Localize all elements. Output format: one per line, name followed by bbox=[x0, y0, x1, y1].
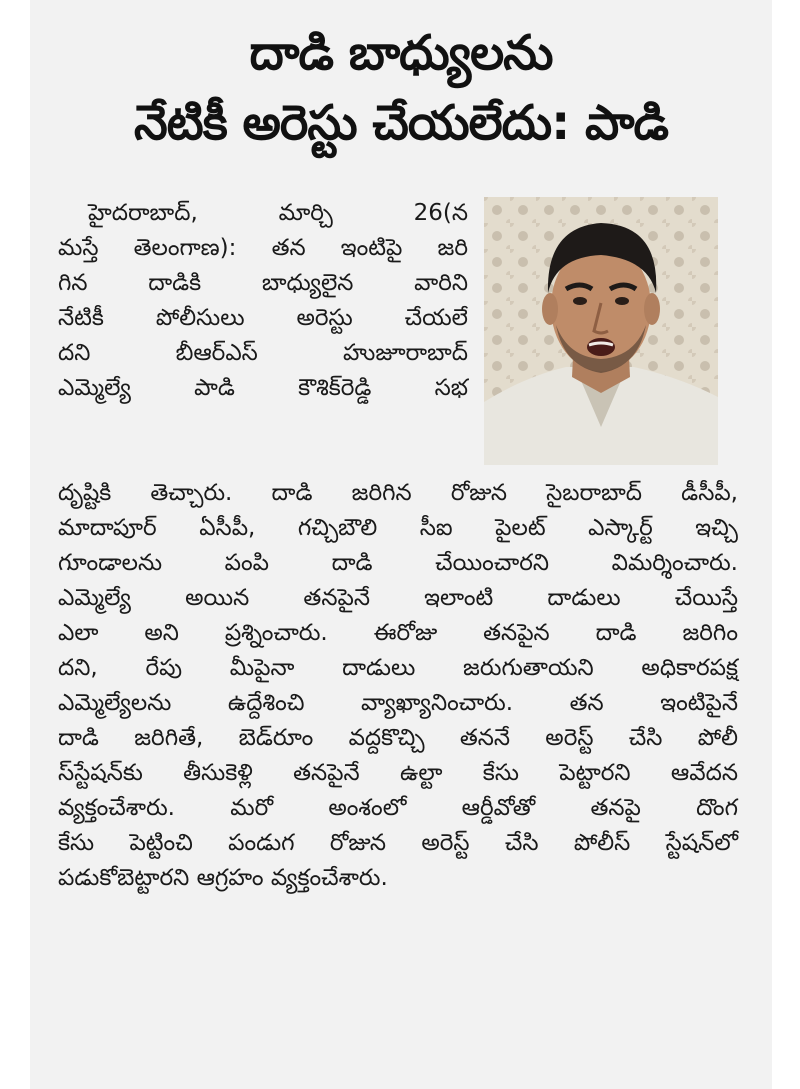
article-line: పడుకోబెట్టారని ఆగ్రహం వ్యక్తంచేశారు. bbox=[58, 865, 388, 891]
article-line: వ్యక్తంచేశారు. మరో అంశంలో ఆర్డీవోతో తనపై దొంగ bbox=[58, 795, 738, 821]
article-body-full-width bbox=[58, 476, 738, 896]
headline-line-1: దాడి బాధ్యులను bbox=[249, 25, 553, 81]
article-line: గిన దాడికి బాధ్యులైన వారిని bbox=[58, 270, 468, 296]
portrait-photo bbox=[484, 197, 718, 465]
article-line: ఎమ్మెల్యే అయిన తనపైనే ఇలాంటి దాడులు చేయిస్తే bbox=[58, 585, 738, 611]
article-line: మాదాపూర్‌ ఏసీపీ, గచ్చిబౌలి సీఐ పైలట్‌ ఎస్కార్ట్‌ ఇచ్చి bbox=[58, 515, 738, 541]
article-line: దాడి జరిగితే, బెడ్‌రూం వద్దకొచ్చి తననే అరెస్ట్‌ చేసి పోలీ bbox=[58, 725, 738, 751]
article-line: గూండాలను పంపి దాడి చేయించారని విమర్శించారు. bbox=[58, 550, 738, 576]
article-line: దృష్టికి తెచ్చారు. దాడి జరిగిన రోజున సైబరాబాద్‌ డీసీపీ, bbox=[58, 480, 738, 506]
article-line: ఎమ్మెల్యేలను ఉద్దేశించి వ్యాఖ్యానించారు. తన ఇంటిపైనే bbox=[58, 690, 738, 716]
article-line: స్‌స్టేషన్‌కు తీసుకెళ్లి తనపైనే ఉల్టా కేసు పెట్టారని ఆవేదన bbox=[58, 760, 738, 786]
article-line: ఎమ్మెల్యే పాడి కౌశిక్‌రెడ్డి సభ bbox=[58, 375, 468, 401]
article-line: కేసు పెట్టించి పండుగ రోజున అరెస్ట్‌ చేసి పోలీస్‌ స్టేషన్‌లో bbox=[58, 830, 738, 856]
article-line: హైదరాబాద్‌, మార్చి 26(న bbox=[88, 200, 468, 226]
headline bbox=[30, 18, 772, 158]
article-body-beside-photo bbox=[58, 196, 468, 406]
portrait-photo-drawing bbox=[484, 197, 718, 465]
article-line: దని బీఆర్‌ఎస్‌ హుజూరాబాద్‌ bbox=[58, 340, 468, 366]
article-line: మస్తే తెలంగాణ): తన ఇంటిపై జరి bbox=[58, 235, 468, 261]
headline-line-2: నేటికీ అరెస్టు చేయలేదు: పాడి bbox=[133, 95, 669, 151]
article-line: ఎలా అని ప్రశ్నించారు. ఈరోజు తనపైన దాడి జరిగిం bbox=[58, 620, 738, 646]
article-line: నేటికీ పోలీసులు అరెస్టు చేయలే bbox=[58, 305, 468, 331]
article-line: దని, రేపు మీపైనా దాడులు జరుగుతాయని అధికారపక్ష bbox=[58, 655, 738, 681]
